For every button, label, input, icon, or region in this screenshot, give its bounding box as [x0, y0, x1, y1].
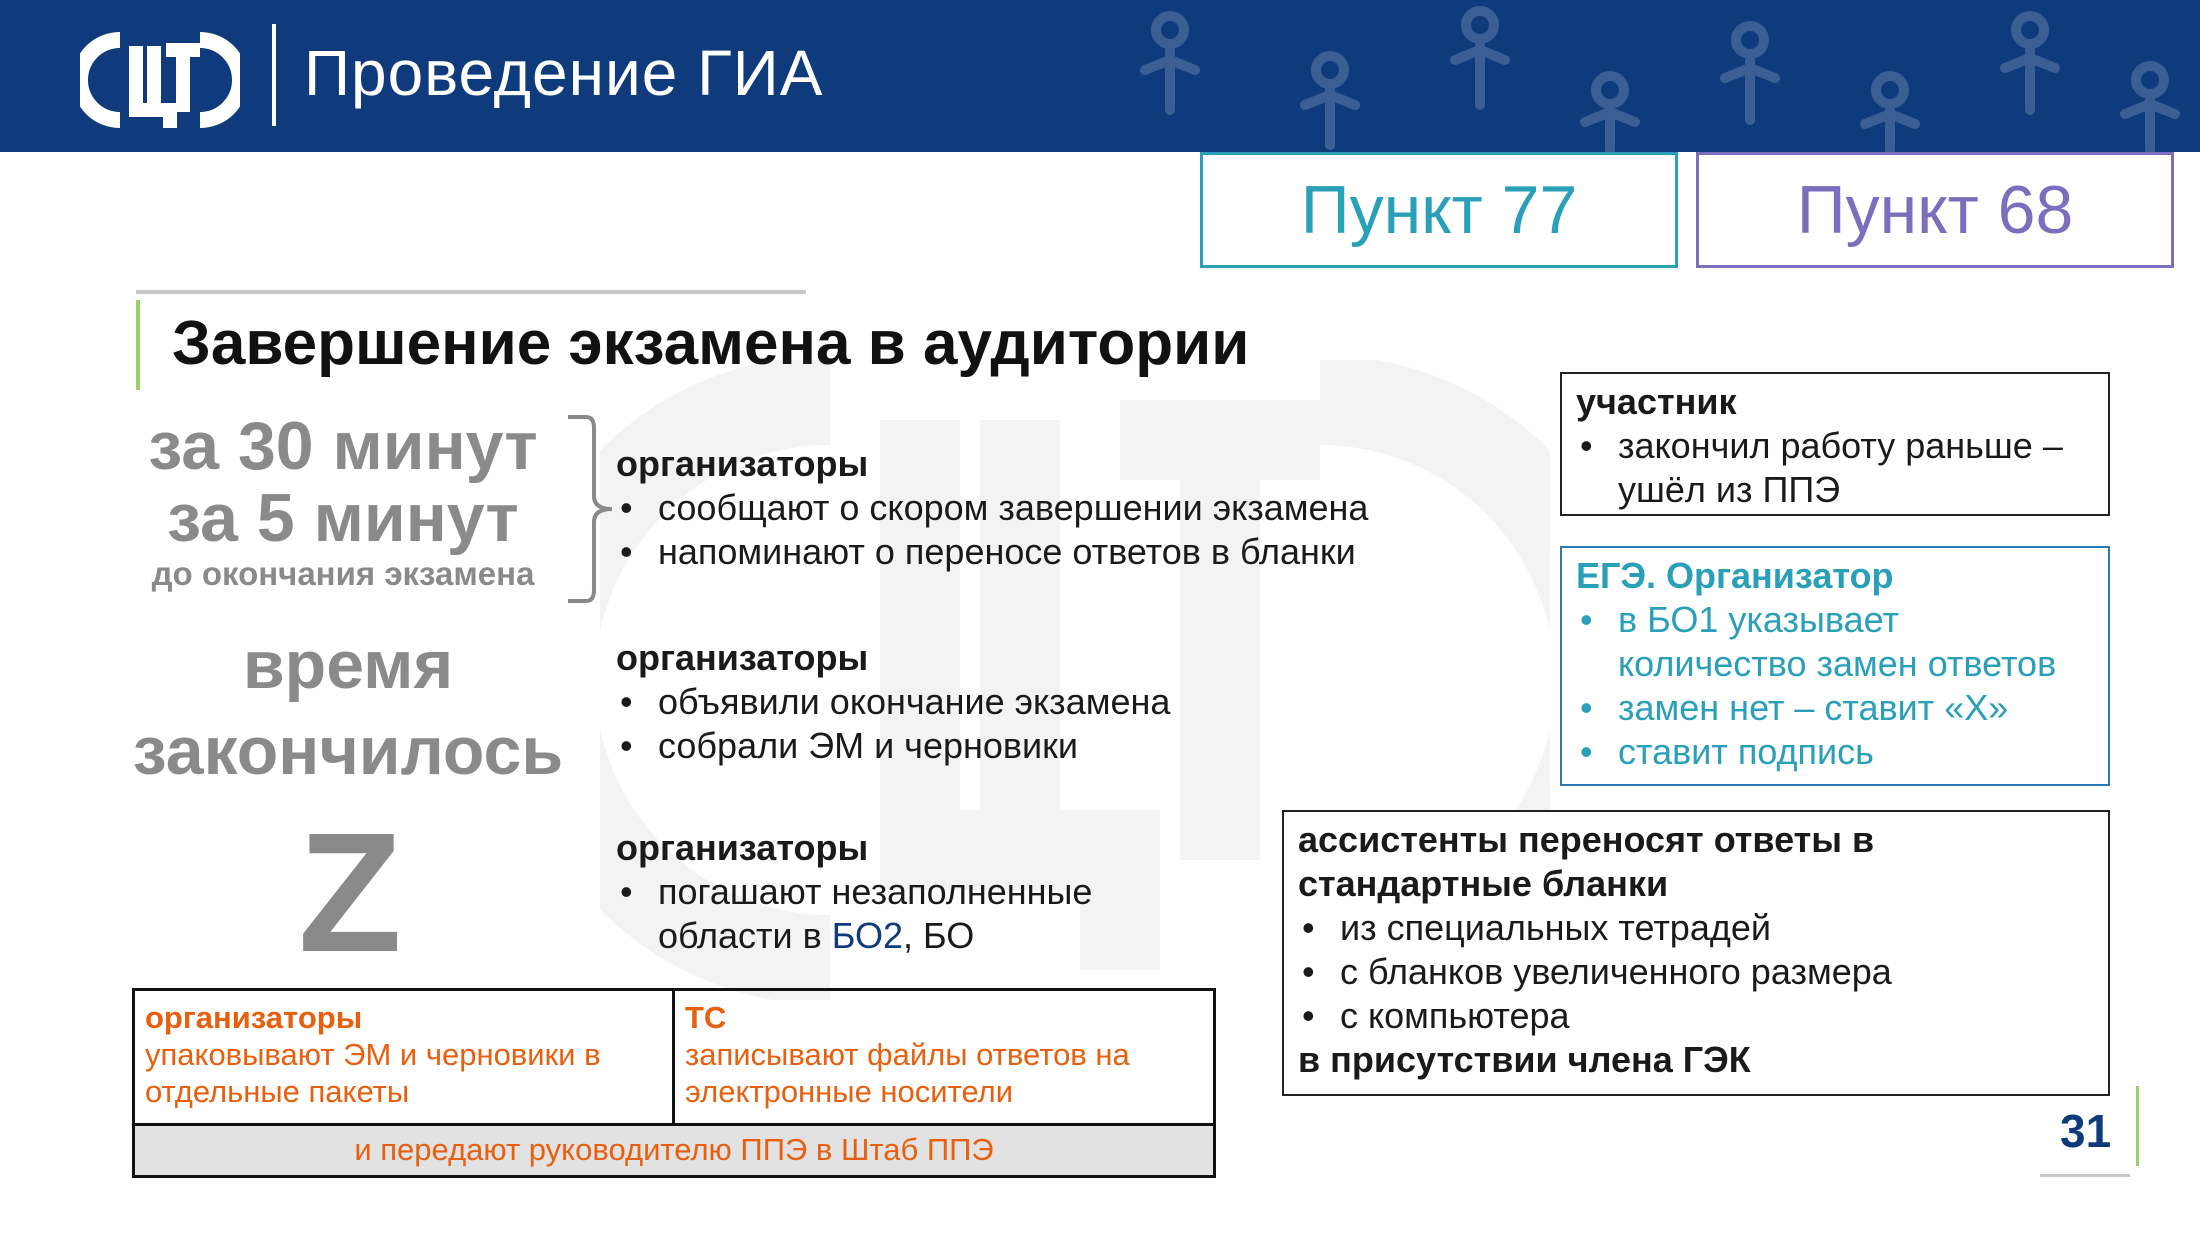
curly-brace	[566, 414, 616, 604]
page-number-accent	[2136, 1086, 2139, 1166]
item-suffix: , БО	[903, 915, 975, 956]
assistants-foot: в присутствии члена ГЭК	[1298, 1039, 1751, 1080]
cell-head: ТС	[685, 1000, 727, 1035]
list-item: • в БО1 указывает количество замен ответов	[1576, 598, 2094, 686]
cell-text: записывают файлы ответов на электронные носители	[685, 1037, 1130, 1109]
cell-text: упаковывают ЭМ и черновики в отдельные пакеты	[145, 1037, 601, 1109]
point-77-box	[1200, 152, 1678, 268]
point-77-label: Пункт 77	[1300, 172, 1578, 248]
table-cell-tc	[675, 991, 1213, 1123]
cell-head: организаторы	[145, 1000, 363, 1035]
list-item: • с компьютера	[1298, 994, 2094, 1038]
list-item	[616, 870, 1176, 958]
group-3-head: организаторы	[616, 827, 869, 868]
assistants-head: ассистенты переносят ответы в стандартные бланки	[1298, 819, 1875, 904]
participant-head: участник	[1576, 381, 1737, 422]
header-divider	[272, 24, 276, 126]
organizers-group-2	[616, 636, 1316, 768]
bo2-highlight: БО2	[831, 915, 904, 956]
list-item: • собрали ЭМ и черновики	[616, 724, 1316, 768]
people-pattern-decoration	[1050, 0, 2200, 152]
label-time-over: закончилось	[132, 713, 564, 789]
group-1-head: организаторы	[616, 443, 869, 484]
participant-box	[1560, 372, 2110, 516]
table-cell-organizers	[135, 991, 675, 1123]
section-top-line	[136, 290, 806, 294]
company-logo	[80, 28, 240, 132]
header-bar	[0, 0, 2200, 152]
list-item: • из специальных тетрадей	[1298, 906, 2094, 950]
list-item: • сообщают о скором завершении экзамена	[616, 486, 1516, 530]
list-item: • напоминают о переносе ответов в бланки	[616, 530, 1516, 574]
group-2-head: организаторы	[616, 637, 869, 678]
page-number-underline	[2040, 1174, 2130, 1177]
letter-z: Z	[298, 798, 402, 988]
list-item: • с бланков увеличенного размера	[1298, 950, 2094, 994]
section-accent-line	[136, 300, 140, 390]
label-5-minutes: за 5 минут	[167, 480, 519, 556]
label-time: время	[242, 627, 454, 703]
organizers-group-1	[616, 442, 1516, 574]
handover-table	[132, 988, 1216, 1178]
item-text: погашают незаполненные области в	[658, 871, 1093, 956]
organizers-group-3	[616, 826, 1176, 958]
section-title: Завершение экзамена в аудитории	[172, 309, 1250, 378]
list-item: • закончил работу раньше – ушёл из ППЭ	[1576, 424, 2094, 512]
ege-organizer-box	[1560, 546, 2110, 786]
assistants-box	[1282, 810, 2110, 1096]
label-before-end: до окончания экзамена	[151, 555, 535, 592]
list-item: • замен нет – ставит «Х»	[1576, 686, 2094, 730]
point-68-label: Пункт 68	[1796, 172, 2074, 248]
page-title: Проведение ГИА	[304, 37, 824, 109]
list-item: • ставит подпись	[1576, 730, 2094, 774]
label-30-minutes: за 30 минут	[148, 408, 538, 484]
list-item: • объявили окончание экзамена	[616, 680, 1316, 724]
table-footer: и передают руководителю ППЭ в Штаб ППЭ	[135, 1123, 1213, 1175]
page-number: 31	[2060, 1105, 2112, 1157]
point-68-box	[1696, 152, 2174, 268]
ege-head: ЕГЭ. Организатор	[1576, 555, 1894, 596]
